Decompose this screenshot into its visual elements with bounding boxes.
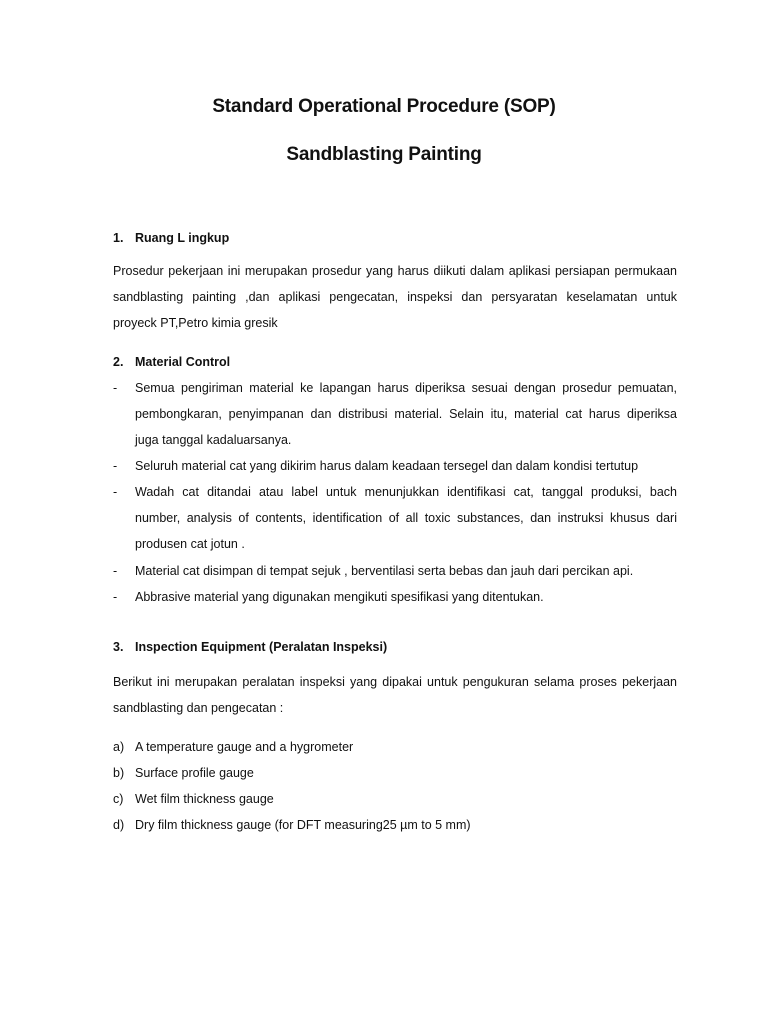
- item-text: Surface profile gauge: [135, 766, 254, 780]
- section-title: Ruang L ingkup: [135, 231, 230, 245]
- bullet-line: Abbrasive material yang digunakan mengikuti spesifikasi yang ditentukan.: [135, 590, 544, 604]
- bullet-item: [113, 479, 677, 557]
- item-text: Dry film thickness gauge (for DFT measuring25 µm to 5 mm): [135, 818, 471, 832]
- paragraph-line: proyeck PT,Petro kimia gresik: [113, 316, 278, 330]
- bullet-line: Wadah cat ditandai atau label untuk menunjukkan identifikasi cat, tanggal produksi, bach: [135, 485, 677, 499]
- bullet-line: Seluruh material cat yang dikirim harus dalam keadaan tersegel dan dalam kondisi tertutup: [135, 459, 639, 473]
- bullet-item: [113, 375, 677, 453]
- bullet-dash: -: [113, 590, 118, 604]
- bullet-item: [113, 453, 677, 479]
- bullet-line: Material cat disimpan di tempat sejuk , berventilasi serta bebas dan jauh dari percikan api.: [135, 564, 634, 578]
- section-1-paragraph: [113, 258, 677, 336]
- equipment-item: [113, 737, 353, 757]
- bullet-dash: -: [113, 564, 118, 578]
- bullet-dash: -: [113, 381, 118, 395]
- paragraph-line: sandblasting dan pengecatan :: [113, 701, 284, 715]
- section-heading-inspection-equipment: [113, 640, 387, 654]
- section-3-paragraph: [113, 669, 677, 721]
- section-heading-material-control: [113, 355, 230, 369]
- paragraph-line: Berikut ini merupakan peralatan inspeksi yang dipakai untuk pengukuran selama proses pekerjaan: [113, 675, 677, 689]
- bullet-dash: -: [113, 485, 118, 499]
- equipment-item: [113, 763, 254, 783]
- section-number: 1.: [113, 231, 124, 245]
- document-subtitle: Sandblasting Painting: [286, 144, 482, 165]
- bullet-line: pembongkaran, penyimpanan dan distribusi material. Selain itu, material cat harus diperiksa: [135, 407, 677, 421]
- section-number: 3.: [113, 640, 124, 654]
- section-title: Inspection Equipment (Peralatan Inspeksi): [135, 640, 388, 654]
- item-marker: c): [113, 792, 124, 806]
- bullet-line: produsen cat jotun .: [135, 537, 245, 551]
- bullet-line: number, analysis of contents, identification of all toxic substances, dan instruksi khusus dari: [135, 511, 677, 525]
- bullet-line: Semua pengiriman material ke lapangan harus diperiksa sesuai dengan prosedur pemuatan,: [135, 381, 677, 395]
- bullet-item: [113, 584, 677, 610]
- bullet-dash: -: [113, 459, 118, 473]
- item-marker: a): [113, 740, 125, 754]
- item-marker: b): [113, 766, 125, 780]
- equipment-item: [113, 815, 471, 835]
- document-title: Standard Operational Procedure (SOP): [212, 96, 556, 117]
- item-text: Wet film thickness gauge: [135, 792, 274, 806]
- section-number: 2.: [113, 355, 124, 369]
- section-title: Material Control: [135, 355, 231, 369]
- paragraph-line: Prosedur pekerjaan ini merupakan prosedur yang harus diikuti dalam aplikasi persiapan permukaan: [113, 264, 677, 278]
- paragraph-line: sandblasting painting ,dan aplikasi pengecatan, inspeksi dan persyaratan keselamatan untuk: [113, 290, 677, 304]
- bullet-line: juga tanggal kadaluarsanya.: [135, 433, 292, 447]
- equipment-item: [113, 789, 274, 809]
- item-text: A temperature gauge and a hygrometer: [135, 740, 354, 754]
- bullet-item: [113, 558, 677, 584]
- section-heading-ruang-lingkup: [113, 231, 229, 245]
- item-marker: d): [113, 818, 125, 832]
